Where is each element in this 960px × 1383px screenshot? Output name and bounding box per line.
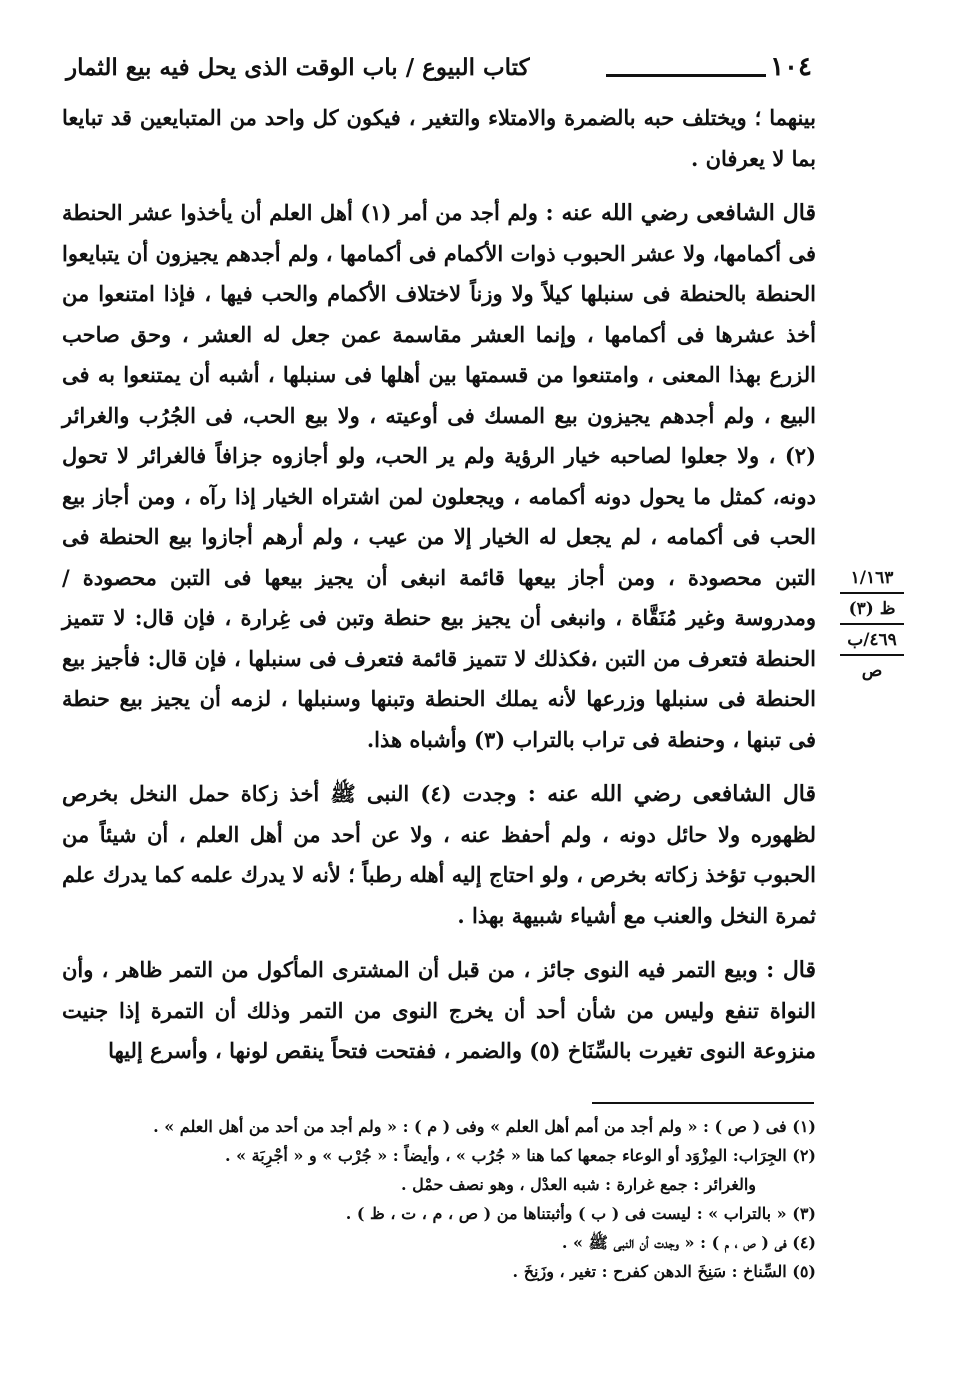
footnote: (٤) فى ( ص ، م ) : « وجدت أن النبى ﷺ » . [561, 1233, 816, 1252]
footnote: والغرائر : جمع غرارة : شبه العدْل ، وهو نصف حمْل . [401, 1175, 756, 1194]
paragraph-lead: قال الشافعى رضي الله عنه : [545, 200, 816, 226]
margin-ref: ١/١٦٣ [840, 566, 904, 594]
main-text [62, 98, 816, 1086]
paragraph [62, 193, 816, 760]
running-title: كتاب البيوع / باب الوقت الذى يحل فيه بيع الثمار [66, 54, 530, 81]
footnote: (١) فى ( ص ) : « ولم أجد من أمم أهل العلم » وفى ( م ) : « ولم أجد من أحد من أهل العلم » . [153, 1117, 816, 1136]
paragraph [62, 98, 816, 179]
margin-ref: ظ (٣) [840, 597, 904, 625]
paragraph [62, 950, 816, 1072]
footnote: (٣) « بالتراب » : ليست فى ( ب ) وأثبتناها من ( ص ، م ، ت ، ظ ) . [345, 1204, 816, 1223]
paragraph [62, 774, 816, 936]
header-rule [606, 74, 766, 77]
manuscript-margin-note [840, 566, 904, 688]
margin-ref: ٤٦٩/ب [840, 628, 904, 656]
footnote: (٥) السِّناخ : سَنِخَ الدهن كفرح : تغير ، وزَنِخَ . [512, 1262, 816, 1281]
running-header [66, 52, 812, 92]
paragraph-lead: قال الشافعى رضي الله عنه : [527, 781, 817, 807]
paragraph-lead: قال : [766, 957, 817, 983]
paragraph-text: وبيع التمر فيه النوى جائز ، من قبل أن المشترى المأكول من التمر ظاهر ، وأن النواة تنفع وليس من شأن أحد أن يخرج النوى من التمر وذلك أن التمرة إذا جنيت منزوعة النوى تغيرت بالسِّنَاخ (٥) والضمر ، ففتحت فتحاً ينقص لونها ، وأسرع إليها [62, 957, 816, 1063]
footnote: (٢) الجِرَاب: المِزْوَد أو الوعاء جمعها كما هنا « جُرُب » ، وأيضاً : « جُرْب » و « أجْرِبَة » . [224, 1146, 816, 1165]
margin-ref: ص [861, 661, 883, 681]
paragraph-text: وجدت (٤) النبى ﷺ أخذ زكاة حمل النخل بخرص لظهوره ولا حائل دونه ، ولم أحفظ عنه ، ولا عن أحد من أهل العلم ، أن شيئاً من الحبوب تؤخذ زكاته بخرص ، ولو احتاج إليه أهله رطباً ؛ لأنه لا يدرك علمه كما يدرك علم ثمرة النخل والعنب مع أشياء شبيهة بهذا . [62, 781, 816, 928]
footnote-rule [592, 1102, 814, 1104]
paragraph-text: بينهما ؛ ويختلف حبه بالضمرة والامتلاء والتغير ، فيكون كل واحد من المتبايعين قد تبايعا بما لا يعرفان . [62, 105, 816, 171]
paragraph-text: ولم أجد من أمر (١) أهل العلم أن يأخذوا عشر الحنطة فى أكمامها، ولا عشر الحبوب ذوات الأكمام فى أكمامها ، ولم أجدهم يجيزون أن يتبايعوا الحنطة بالحنطة فى سنبلها كيلاً ولا وزناً لاختلاف الأكمام والحب فيها ، فإذا امتنعوا من أخذ عشرها فى أكمامها ، وإنما العشر مقاسمة عمن جعل له العشر ، وحق صاحب الزرع بهذا المعنى ، وامتنعوا من قسمتها بين أهلها فى سنبلها ، أشبه أن يمتنعوا به فى البيع ، ولم أجدهم يجيزون بيع المسك فى أوعيته ، ولا بيع الحب، فى الجُرُب والغرائر (٢) ، ولا جعلوا لصاحبه خيار الرؤية ولم ير الحب، ولو أجازوه جزافاً فالغرائر لا تحول دونه، كمثل ما يحول دونه أكمامه ، ويجعلون لمن اشتراه الخيار إذا رآه ، ومن أجاز بيع الحب فى أكمامه ، لم يجعل له الخيار إلا من عيب ، ولم أرهم أجازوا بيع الحنطة فى التبن محصودة ، ومن أجاز بيعها قائمة انبغى أن يجيز بيعها فى التبن محصودة / ومدروسة وغير مُنَقَّاة ، وانبغى أن يجيز بيع حنطة وتبن فى غِرارة ، فإن قال: لا تتميز الحنطة فتعرف من التبن ،فكذلك لا تتميز قائمة فتعرف فى سنبلها ، فإن قال: فأجيز بيع الحنطة فى سنبلها وزرعها لأنه يملك الحنطة وتبنها وسنبلها ، لزمه أن يجيز بيع حنطة فى تبنها ، وحنطة فى تراب بالتراب (٣) وأشباه هذا. [62, 200, 816, 752]
page-number: ١٠٤ [770, 52, 812, 82]
footnotes [80, 1112, 816, 1286]
